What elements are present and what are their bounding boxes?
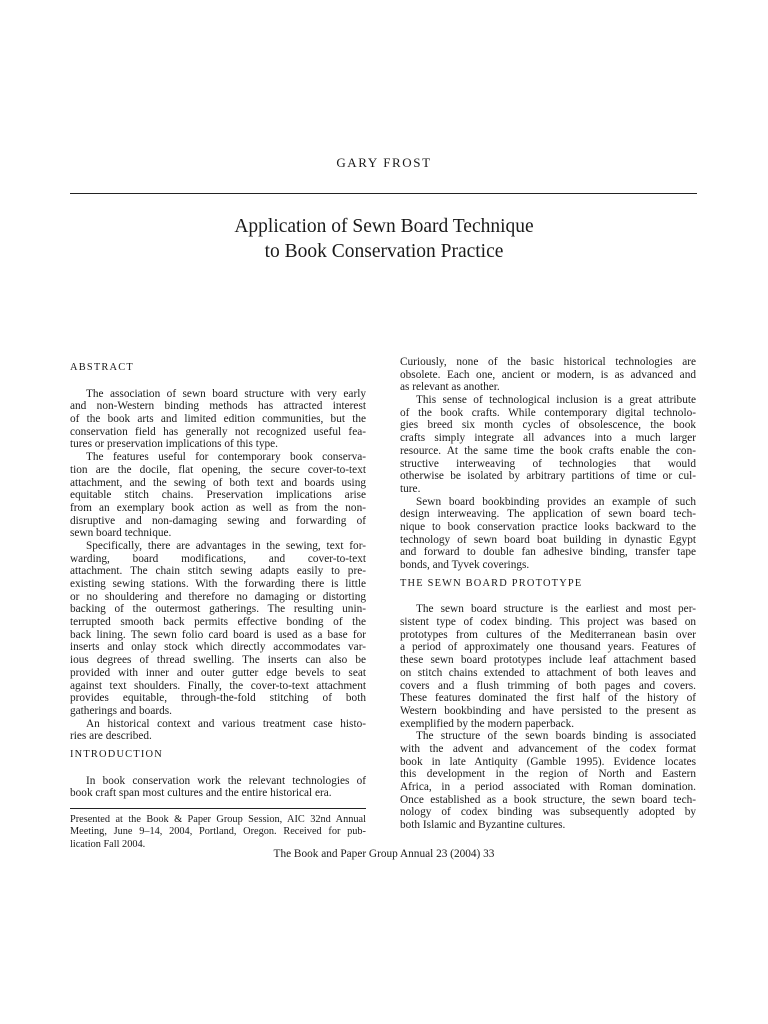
text-line: these sewn board prototypes include leaf attachment based bbox=[400, 654, 696, 667]
text-line: back lining. The sewn folio card board is used as a base for bbox=[70, 628, 366, 641]
text-line: on stitch chains extended to attachment of both leaves and bbox=[400, 666, 696, 679]
paragraph bbox=[70, 775, 366, 800]
title-line: Application of Sewn Board Technique bbox=[234, 216, 534, 237]
text-line: book in late Antiquity (Gamble 1995). Evidence locates bbox=[400, 755, 696, 768]
right-column bbox=[400, 356, 696, 832]
text-line: as relevant as another. bbox=[400, 381, 500, 394]
text-line: Western bookbinding and have persisted to the present as bbox=[400, 704, 696, 717]
text-line: bonds, and Tyvek coverings. bbox=[400, 559, 530, 571]
text-line: The association of sewn board structure with very early bbox=[86, 387, 366, 400]
author-name: GARY FROST bbox=[336, 155, 432, 170]
text-line: this development in the region of North and Eastern bbox=[400, 768, 696, 781]
left-column bbox=[70, 356, 366, 851]
text-line: Once established as a book structure, the sewn board tech- bbox=[400, 793, 696, 806]
text-line: conservation field has generally not recognized useful fea- bbox=[70, 425, 366, 438]
text-line: ious degrees of thread swelling. The inserts can also be bbox=[70, 654, 366, 667]
text-line: design interweaving. The application of sewn board tech- bbox=[400, 508, 696, 521]
text-line: tion are the docile, flat opening, the secure cover-to-text bbox=[70, 463, 366, 476]
text-line: resource. At the same time the book crafts enable the con- bbox=[400, 444, 696, 457]
footnote-line: Meeting, June 9–14, 2004, Portland, Oregon. Received for pub- bbox=[70, 826, 366, 838]
text-line: exemplified by the modern paperback. bbox=[400, 717, 575, 730]
text-line: existing sewing stations. With the forwarding there is little bbox=[70, 578, 366, 590]
text-line: technology of sewn board boat building in dynastic Egypt bbox=[400, 533, 696, 546]
text-line: nology of codex binding was subsequently adopted by bbox=[400, 806, 696, 819]
paragraph bbox=[70, 451, 366, 540]
text-line: sewn board technique. bbox=[70, 527, 172, 540]
running-footer: The Book and Paper Group Annual 23 (2004) 33 bbox=[273, 848, 495, 860]
section-heading: THE SEWN BOARD PROTOTYPE bbox=[400, 577, 583, 589]
text-line: with the advent and advancement of the codex format bbox=[400, 742, 696, 755]
text-line: Curiously, none of the basic historical technologies are bbox=[400, 356, 696, 368]
text-line: These features dominated the first half of the history of bbox=[400, 692, 696, 705]
text-line: prototypes from cultures of the Mediterranean basin over bbox=[400, 628, 696, 641]
text-line: or no shouldering and therefore no damaging or distorting bbox=[70, 590, 366, 603]
footnote-rule bbox=[70, 808, 366, 809]
paragraph bbox=[400, 730, 696, 832]
text-line: book craft span most cultures and the entire historical era. bbox=[70, 787, 332, 800]
header-rule bbox=[70, 193, 697, 194]
section-heading: ABSTRACT bbox=[70, 362, 134, 373]
paragraph bbox=[70, 388, 366, 451]
text-line: Sewn board bookbinding provides an example of such bbox=[416, 495, 696, 508]
text-line: inserts and onlay stock which directly accommodates var- bbox=[70, 641, 366, 654]
text-line: The sewn board structure is the earliest and most per- bbox=[416, 603, 696, 616]
text-line: equitable stitch chains. Preservation implications arise bbox=[70, 489, 366, 502]
text-line: The features useful for contemporary book conserva- bbox=[86, 451, 366, 464]
text-line: and forward to double fan adhesive binding, transfer tape bbox=[400, 546, 696, 559]
text-line: both Islamic and Byzantine cultures. bbox=[400, 819, 566, 832]
text-line: and non-Western binding methods has attracted interest bbox=[70, 400, 366, 413]
footnote bbox=[70, 814, 366, 851]
text-line: provides equitable, through-the-fold stitching of both bbox=[70, 692, 366, 705]
text-line: An historical context and various treatment case histo- bbox=[86, 717, 366, 730]
paragraph bbox=[400, 496, 696, 572]
text-line: structive interweaving of technologies that would bbox=[400, 457, 696, 470]
text-line: attachment, and the sewing of both text and boards using bbox=[70, 476, 366, 489]
text-line: against text shoulders. Finally, the cover-to-text attachment bbox=[70, 679, 366, 692]
text-line: In book conservation work the relevant technologies of bbox=[86, 774, 366, 787]
text-line: ries are described. bbox=[70, 730, 152, 743]
text-line: Africa, in a period associated with Roman domination. bbox=[400, 781, 696, 793]
text-line: a period of approximately one thousand years. Features of bbox=[400, 641, 696, 654]
text-line: nique to book conservation practice looks backward to the bbox=[400, 520, 696, 533]
text-line: provided with inner and outer gutter edge bevels to seat bbox=[70, 666, 366, 679]
text-line: of the book arts and limited edition communities, but the bbox=[70, 413, 366, 426]
text-line: attachment. The chain stitch sewing adapts easily to pre- bbox=[70, 565, 366, 578]
paragraph bbox=[400, 356, 696, 394]
text-line: disruptive and non-damaging sewing and forwarding of bbox=[70, 514, 366, 527]
text-line: from an exemplary book action as well as from the non- bbox=[70, 501, 366, 514]
text-line: This sense of technological inclusion is a great attribute bbox=[416, 394, 696, 407]
text-line: terrupted smooth back permits effective bonding of the bbox=[70, 616, 366, 629]
text-line: obsolete. Each one, ancient or modern, is as advanced and bbox=[400, 368, 696, 381]
paragraph bbox=[70, 540, 366, 718]
paragraph bbox=[70, 718, 366, 743]
paragraph bbox=[400, 603, 696, 730]
text-line: crafts simply integrate all advances into a much larger bbox=[400, 432, 696, 445]
text-line: tures or preservation implications of this type. bbox=[70, 438, 279, 451]
text-line: Specifically, there are advantages in the sewing, text for- bbox=[86, 539, 366, 552]
footnote-line: lication Fall 2004. bbox=[70, 838, 146, 850]
text-line: sistent type of codex binding. This project was based on bbox=[400, 616, 696, 629]
title-line: to Book Conservation Practice bbox=[264, 241, 504, 262]
text-line: otherwise be isolated by arbitrary partitions of time or cul- bbox=[400, 470, 696, 483]
footnote-line: Presented at the Book & Paper Group Session, AIC 32nd Annual bbox=[70, 814, 366, 825]
text-line: of the book crafts. While contemporary digital technolo- bbox=[400, 406, 696, 419]
text-line: The structure of the sewn boards binding is associated bbox=[416, 730, 696, 743]
text-line: backing of the outermost gatherings. The resulting unin- bbox=[70, 603, 366, 616]
text-line: gies breed six month cycles of obsolescence, the book bbox=[400, 419, 696, 432]
text-line: warding, board modifications, and cover-to-text bbox=[70, 552, 366, 565]
text-line: gatherings and boards. bbox=[70, 704, 172, 717]
section-heading: INTRODUCTION bbox=[70, 748, 163, 760]
article-title bbox=[0, 214, 768, 264]
text-line: ture. bbox=[400, 482, 421, 495]
text-line: covers and a flush trimming of both pages and covers. bbox=[400, 679, 696, 692]
paragraph bbox=[400, 394, 696, 496]
